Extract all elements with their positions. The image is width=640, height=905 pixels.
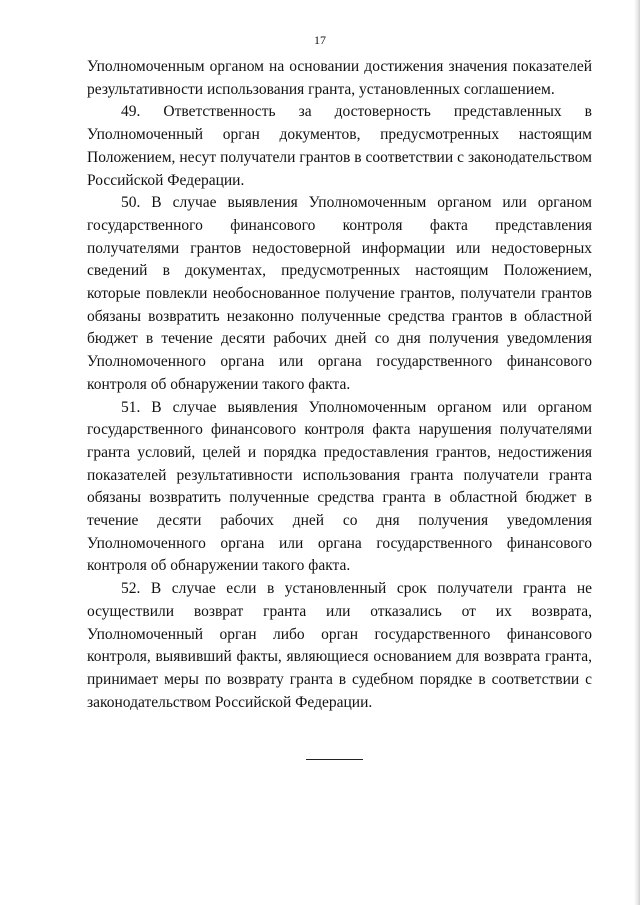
paragraph-52: 52. В случае если в установленный срок получатели гранта не осуществили возврат гранта или отказались от их возврата, Уполномоченный орган либо орган государственного финансового контроля, выявивший факты, являющиеся основанием для возврата гранта, принимает меры по возврату гранта в судебном порядке в соответствии с законодательством Российской Федерации. bbox=[87, 580, 592, 711]
document-body bbox=[87, 56, 592, 714]
closing-divider bbox=[306, 759, 363, 760]
paragraph-continuation: Уполномоченным органом на основании достижения значения показателей результативности использования гранта, установленных соглашением. bbox=[87, 58, 592, 98]
page-edge-shadow bbox=[634, 0, 640, 905]
paragraph-50: 50. В случае выявления Уполномоченным органом или органом государственного финансового контроля факта представления получателями грантов недостоверной информации или недостоверных сведений в документах, предусмотренных настоящим Положением, которые повлекли необоснованное получение грантов, получатели грантов обязаны возвратить незаконно полученные средства грантов в областной бюджет в течение десяти рабочих дней со дня получения уведомления Уполномоченного органа или органа государственного финансового контроля об обнаружении такого факта. bbox=[87, 194, 592, 393]
paragraph-51: 51. В случае выявления Уполномоченным органом или органом государственного финансового контроля факта нарушения получателями гранта условий, целей и порядка предоставления грантов, недостижения показателей результативности использования гранта получатели гранта обязаны возвратить полученные средства гранта в областной бюджет в течение десяти рабочих дней со дня получения уведомления Уполномоченного органа или органа государственного финансового контроля об обнаружении такого факта. bbox=[87, 398, 592, 575]
paragraph-49: 49. Ответственность за достоверность представленных в Уполномоченный орган документов, предусмотренных настоящим Положением, несут получатели грантов в соответствии с законодательством Российской Федерации. bbox=[87, 103, 592, 189]
page-number: 17 bbox=[314, 33, 326, 47]
